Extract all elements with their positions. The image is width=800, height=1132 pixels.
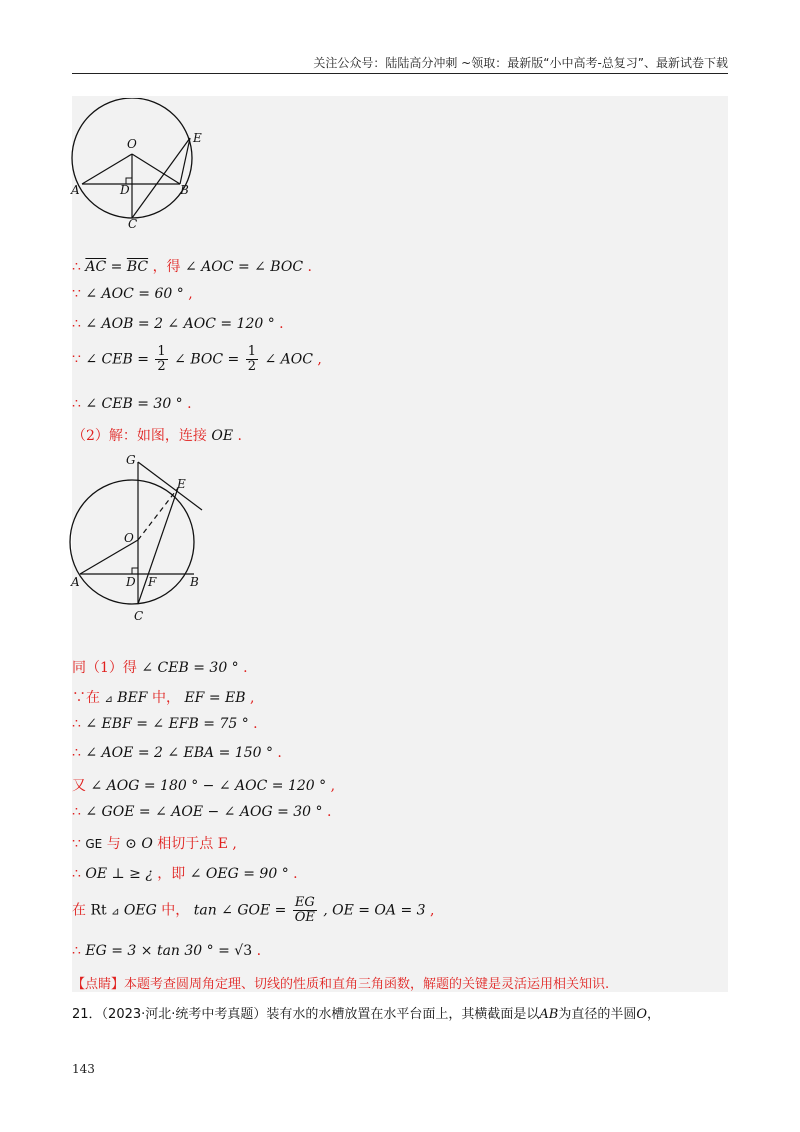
punctuation: , — [430, 902, 435, 919]
tangent-statement: 相切于点 E — [157, 836, 228, 852]
triangle-symbol: ⊿ — [111, 906, 120, 918]
punctuation: . — [277, 745, 282, 761]
math-expression: OE ⊥ ≥ ¿ — [85, 866, 153, 882]
math-expression: ∠ AOC = ∠ BOC — [185, 259, 304, 275]
because-symbol: ∵ — [72, 836, 81, 852]
therefore-symbol: ∴ — [72, 943, 81, 959]
solution-line-7 — [72, 657, 248, 677]
arc-ac: $\overline{AC}$ — [85, 259, 107, 275]
punctuation: . — [237, 428, 242, 444]
segment-ob — [132, 154, 180, 184]
solution-line-8 — [72, 687, 254, 707]
math-expression: ∠ AOC — [264, 351, 313, 368]
solution-line-16 — [72, 943, 261, 959]
diameter-ab: AB — [539, 1007, 559, 1022]
solution-line-3 — [72, 316, 284, 332]
solution-line-10 — [72, 745, 282, 761]
punctuation: . — [307, 259, 312, 275]
fraction-half — [246, 345, 258, 374]
fraction-denominator: 2 — [157, 359, 166, 374]
solution-line-9 — [72, 716, 258, 732]
therefore-symbol: ∴ — [72, 866, 81, 882]
math-expression: OEG — [123, 902, 157, 919]
punctuation: , — [232, 836, 237, 852]
solution-line-15 — [72, 896, 434, 925]
sqrt-three: √3 — [234, 943, 253, 959]
math-expression: ∠ AOE = 2 ∠ EBA = 150 ° — [85, 745, 273, 761]
rt-label: Rt — [90, 902, 107, 919]
therefore-symbol: ∴ — [72, 745, 81, 761]
punctuation: ， — [647, 1007, 661, 1022]
equals-sign: = — [110, 259, 123, 275]
fraction-numerator: EG — [294, 895, 315, 910]
therefore-symbol: ∴ — [72, 259, 81, 275]
same-as-part-1: 同（1）得 — [72, 660, 137, 676]
therefore-symbol: ∴ — [72, 396, 81, 412]
segment-oa — [80, 540, 138, 574]
solution-line-13 — [72, 833, 237, 853]
punctuation: . — [279, 316, 284, 332]
also-symbol: 又 — [72, 778, 86, 794]
punctuation: , — [188, 286, 193, 302]
connector-text: ，得 — [152, 259, 181, 275]
math-expression: ∠ AOC = 60 ° — [85, 286, 184, 302]
question-21 — [72, 1003, 660, 1022]
figure-1-circle-diagram — [66, 98, 216, 230]
math-expression: OE — [211, 428, 234, 444]
fraction-numerator: 1 — [247, 344, 256, 359]
right-angle-mark — [132, 568, 138, 574]
therefore-symbol: ∴ — [72, 716, 81, 732]
math-expression: ∠ BOC = — [174, 351, 240, 368]
because-symbol: ∵在 — [72, 690, 100, 706]
label-a: A — [71, 183, 80, 197]
connector-text: 中， — [151, 690, 180, 706]
label-d: D — [120, 183, 130, 197]
header-rule — [72, 73, 728, 74]
page-number: 143 — [72, 1062, 95, 1076]
math-expression: ∠ OEG = 90 ° — [189, 866, 289, 882]
math-expression: , OE = OA = 3 — [323, 902, 426, 919]
circle-o-symbol: ⊙ O — [125, 836, 153, 852]
label-b: B — [180, 183, 189, 197]
segment-oe-dashed — [138, 488, 178, 540]
punctuation: , — [249, 690, 255, 706]
punctuation: . — [327, 804, 332, 820]
fraction-half — [155, 345, 167, 374]
punctuation: . — [187, 396, 192, 412]
label-e: E — [193, 131, 202, 145]
math-expression: ∠ CEB = 30 ° — [85, 396, 183, 412]
label-b: B — [190, 575, 199, 589]
label-o: O — [127, 137, 137, 151]
page-header: 关注公众号：陆陆高分冲刺 ~领取：最新版“小中高考-总复习”、最新试卷下载 — [313, 56, 728, 70]
because-symbol: ∵ — [72, 351, 81, 368]
segment-ce — [138, 488, 178, 604]
tangent-expression: tan ∠ GOE = — [193, 902, 287, 919]
punctuation: , — [330, 778, 336, 794]
punctuation: . — [243, 660, 248, 676]
math-expression: ∠ AOG = 180 ° − ∠ AOC = 120 ° — [90, 778, 327, 794]
connector-text: 中， — [161, 902, 190, 919]
math-expression: ∠ GOE = ∠ AOE − ∠ AOG = 30 ° — [85, 804, 323, 820]
label-e: E — [177, 477, 186, 491]
arc-bc: $\overline{BC}$ — [126, 259, 149, 275]
punctuation: . — [293, 866, 298, 882]
label-a: A — [71, 575, 80, 589]
math-expression: ∠ AOB = 2 ∠ AOC = 120 ° — [85, 316, 275, 332]
solution-line-5 — [72, 396, 192, 412]
solution-line-12 — [72, 804, 331, 820]
fraction-numerator: 1 — [157, 344, 166, 359]
segment-ge-label: GE — [85, 837, 103, 851]
triangle-symbol: ⊿ — [104, 694, 113, 705]
solution-line-11 — [72, 775, 335, 795]
key-point-note: 【点睛】本题考查圆周角定理、切线的性质和直角三角函数，解题的关键是灵活运用相关知识. — [72, 977, 610, 992]
fraction-denominator: OE — [294, 910, 315, 925]
label-c: C — [128, 217, 138, 230]
connector-text: 与 — [106, 836, 121, 852]
label-d: D — [126, 575, 136, 589]
therefore-symbol: ∴ — [72, 804, 81, 820]
label-f: F — [148, 575, 157, 589]
label-o: O — [124, 531, 134, 545]
solution-line-1 — [72, 256, 312, 276]
math-expression: BEF — [117, 690, 148, 706]
solution-line-2 — [72, 286, 193, 302]
solution-line-4 — [72, 345, 322, 374]
connector-text: 在 — [72, 902, 86, 919]
segment-oa — [82, 154, 132, 184]
math-expression: ∠ EBF = ∠ EFB = 75 ° — [85, 716, 249, 732]
part-2-intro: （2）解：如图，连接 — [72, 428, 207, 444]
punctuation: , — [317, 351, 322, 368]
connector-text: ，即 — [157, 866, 186, 882]
math-expression: EF = EB — [184, 690, 246, 706]
tangent-ge — [138, 462, 202, 510]
math-expression: ∠ CEB = 30 ° — [141, 660, 239, 676]
fraction-denominator: 2 — [247, 359, 256, 374]
fraction-eg-over-oe — [293, 896, 317, 925]
question-text: 21．（2023·河北·统考中考真题）装有水的水槽放置在水平台面上，其横截面是以 — [72, 1007, 540, 1022]
punctuation: . — [253, 716, 258, 732]
solution-line-14 — [72, 863, 298, 883]
question-text-mid: 为直径的半圆 — [558, 1007, 637, 1022]
because-symbol: ∵ — [72, 286, 81, 302]
label-g: G — [126, 453, 136, 467]
math-expression: ∠ CEB = — [85, 351, 149, 368]
figure-2-circle-diagram — [66, 450, 216, 626]
therefore-symbol: ∴ — [72, 316, 81, 332]
semicircle-o: O — [636, 1007, 648, 1022]
punctuation: . — [256, 943, 262, 959]
math-expression: EG = 3 × tan 30 ° = — [85, 943, 230, 959]
solution-line-6 — [72, 425, 242, 445]
label-c: C — [134, 609, 144, 623]
